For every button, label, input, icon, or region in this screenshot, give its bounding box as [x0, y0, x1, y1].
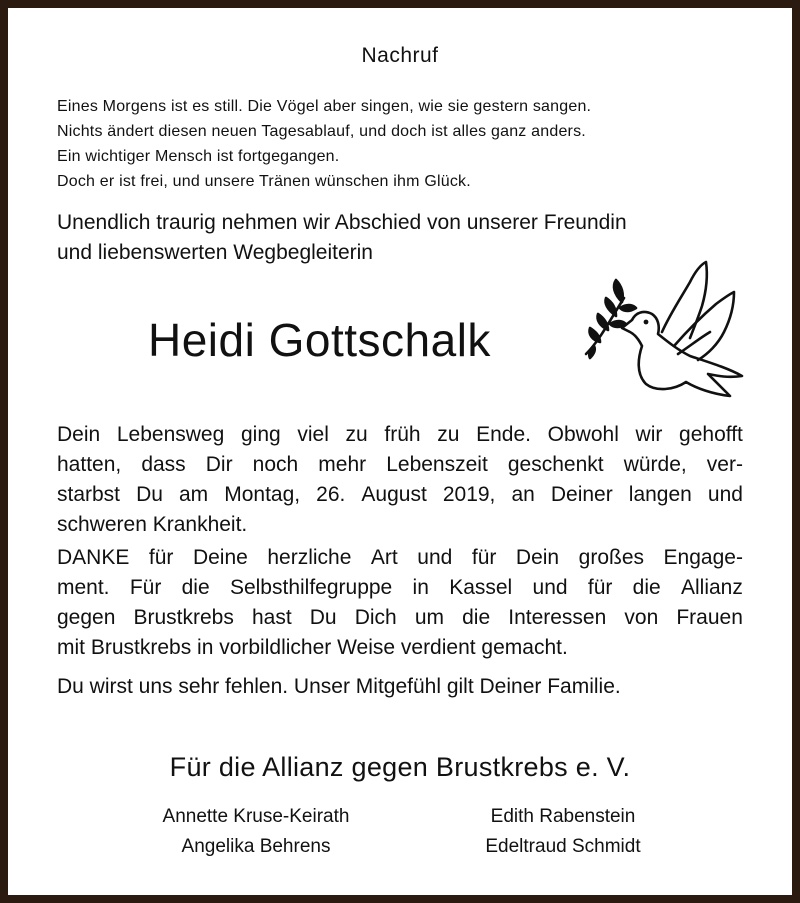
poem-line: Eines Morgens ist es still. Die Vögel aber singen, wie sie gestern sangen.	[57, 98, 592, 115]
deceased-name: Heidi Gottschalk	[148, 314, 491, 366]
text-line: schweren Krankheit.	[57, 513, 248, 536]
signatory-name: Annette Kruse-Keirath	[162, 806, 350, 827]
text-line: gegen Brustkrebs hast Du Dich um die Interessen von Frauen	[57, 606, 743, 629]
signatories-left	[106, 802, 406, 862]
poem	[57, 94, 757, 194]
text-line: DANKE für Deine herzliche Art und für Dein großes Engage-	[57, 546, 743, 569]
text-line: hatten, dass Dir noch mehr Lebenszeit geschenkt würde, ver-	[57, 453, 743, 476]
intro-line: und liebenswerten Wegbegleiterin	[57, 241, 373, 264]
text-line: starbst Du am Montag, 26. August 2019, an Deiner langen und	[57, 483, 743, 506]
tribute-paragraph-3	[57, 672, 743, 702]
text-line: mit Brustkrebs in vorbildlicher Weise verdient gemacht.	[57, 636, 568, 659]
intro-line: Unendlich traurig nehmen wir Abschied von unserer Freundin	[57, 211, 627, 234]
signatory-name: Edeltraud Schmidt	[485, 836, 641, 857]
signatories-right	[413, 802, 713, 862]
text-line: Dein Lebensweg ging viel zu früh zu Ende. Obwohl wir gehofft	[57, 423, 743, 446]
poem-line: Ein wichtiger Mensch ist fortgegangen.	[57, 148, 340, 165]
tribute-paragraph-2	[57, 543, 743, 663]
text-line: Du wirst uns sehr fehlen. Unser Mitgefühl gilt Deiner Familie.	[57, 675, 621, 698]
organization-name: Für die Allianz gegen Brustkrebs e. V.	[169, 752, 631, 782]
signatory-name: Angelika Behrens	[181, 836, 331, 857]
tribute-paragraph-1	[57, 420, 743, 540]
obituary-heading: Nachruf	[361, 44, 439, 67]
signatory-name: Edith Rabenstein	[490, 806, 636, 827]
poem-line: Doch er ist frei, und unsere Tränen wünschen ihm Glück.	[57, 173, 471, 190]
poem-line: Nichts ändert diesen neuen Tagesablauf, und doch ist alles ganz anders.	[57, 123, 586, 140]
text-line: ment. Für die Selbsthilfegruppe in Kassel und für die Allianz	[57, 576, 743, 599]
dove-with-olive-branch-icon	[578, 258, 748, 403]
